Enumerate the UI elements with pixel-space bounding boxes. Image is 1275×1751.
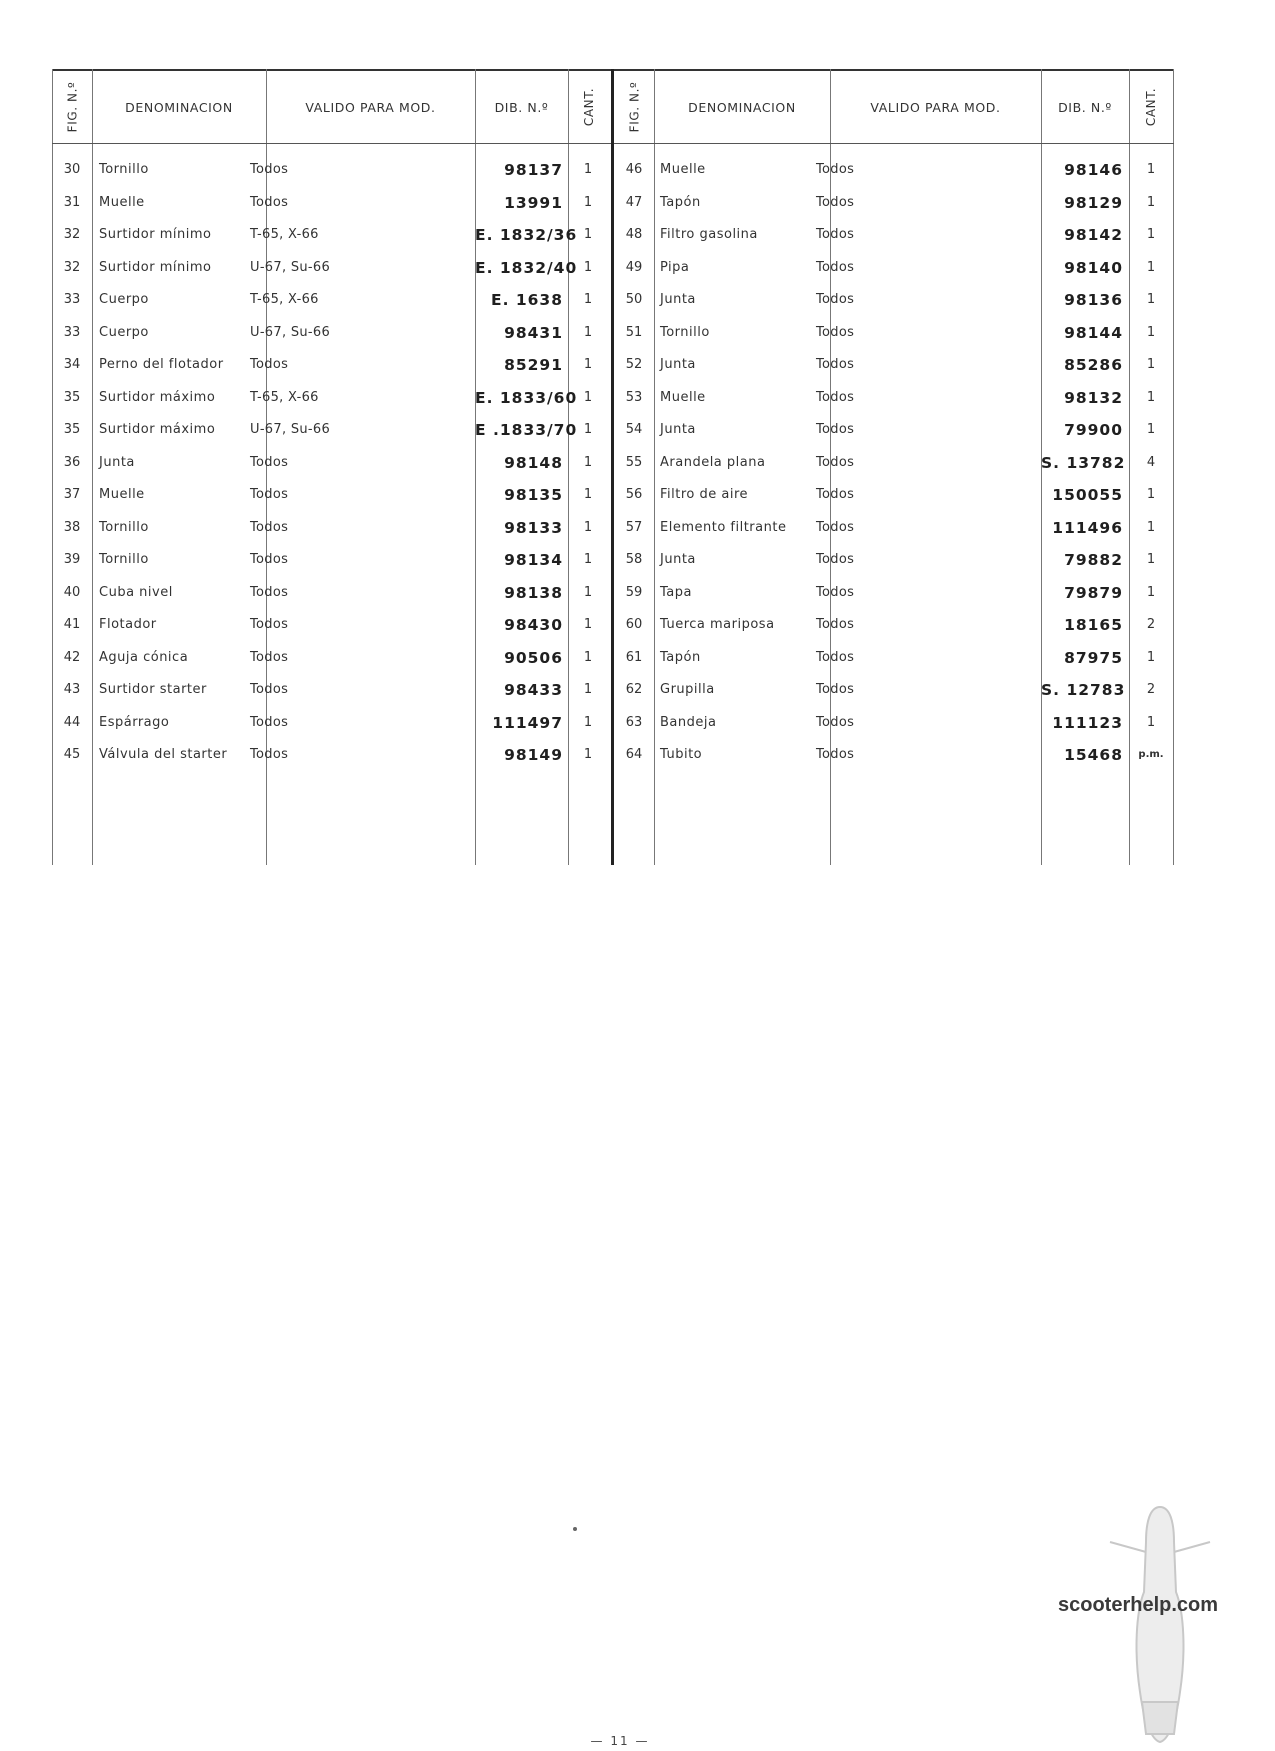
cell-dib: 98132 xyxy=(1064,388,1123,407)
cell-mod: Todos xyxy=(250,194,289,210)
cell-mod: Todos xyxy=(816,259,855,275)
cell-mod: Todos xyxy=(816,422,855,437)
scooter-logo-watermark xyxy=(1100,1502,1220,1747)
cell-dib: E. 1638 xyxy=(490,291,563,309)
cell-dib: 98140 xyxy=(1064,258,1123,277)
cell-cant: 1 xyxy=(1146,552,1156,567)
table-row xyxy=(614,350,1174,380)
cell-den: Surtidor máximo xyxy=(99,422,216,437)
header-valido: VALIDO PARA MOD. xyxy=(870,99,1001,115)
cell-cant: 1 xyxy=(1146,487,1156,502)
cell-dib: 90506 xyxy=(504,648,563,667)
table-row xyxy=(614,643,1174,673)
cell-den: Filtro gasolina xyxy=(660,227,758,242)
cell-mod: Todos xyxy=(816,617,855,632)
cell-fig: 35 xyxy=(63,389,81,405)
header-dib: DIB. N.º xyxy=(494,99,549,115)
cell-mod: Todos xyxy=(816,194,855,210)
table-row xyxy=(52,188,611,218)
cell-mod: Todos xyxy=(816,747,855,762)
cell-mod: Todos xyxy=(250,162,289,177)
cell-mod: Todos xyxy=(250,714,289,730)
cell-cant: 1 xyxy=(1146,162,1156,177)
cell-mod: Todos xyxy=(816,552,855,567)
cell-den: Elemento filtrante xyxy=(660,519,787,535)
table-row xyxy=(614,220,1174,250)
table-row xyxy=(614,480,1174,510)
cell-fig: 37 xyxy=(63,487,81,502)
cell-den: Muelle xyxy=(660,162,706,177)
cell-mod: Todos xyxy=(250,519,289,535)
cell-fig: 58 xyxy=(625,552,643,567)
cell-fig: 39 xyxy=(63,552,81,567)
cell-den: Aguja cónica xyxy=(99,649,189,665)
cell-fig: 52 xyxy=(625,357,643,372)
cell-fig: 63 xyxy=(625,714,643,730)
cell-cant: p.m. xyxy=(1138,749,1164,760)
cell-fig: 44 xyxy=(63,714,81,730)
cell-fig: 42 xyxy=(63,649,81,665)
cell-mod: Todos xyxy=(250,682,289,697)
header-cant: CANT. xyxy=(582,87,597,127)
table-row xyxy=(52,415,611,445)
cell-dib: 98134 xyxy=(504,551,563,569)
table-row xyxy=(52,155,611,185)
cell-cant: 1 xyxy=(583,227,593,242)
cell-dib: 98149 xyxy=(504,746,563,764)
cell-fig: 51 xyxy=(625,324,643,340)
cell-dib: 98146 xyxy=(1064,161,1123,179)
table-row xyxy=(52,675,611,705)
cell-fig: 50 xyxy=(625,292,643,307)
cell-mod: Todos xyxy=(816,324,855,340)
header-denominacion: DENOMINACION xyxy=(688,99,796,115)
cell-dib: 98138 xyxy=(504,583,563,602)
cell-cant: 1 xyxy=(583,584,593,600)
header-denominacion: DENOMINACION xyxy=(125,99,233,115)
cell-den: Cuerpo xyxy=(99,324,149,340)
table-row xyxy=(52,350,611,380)
header-fig: FIG. N.º xyxy=(65,81,79,133)
table-row xyxy=(614,578,1174,608)
table-row xyxy=(614,318,1174,348)
cell-cant: 2 xyxy=(1146,682,1156,697)
cell-cant: 2 xyxy=(1146,617,1156,632)
cell-den: Muelle xyxy=(660,389,706,405)
cell-cant: 1 xyxy=(583,747,593,762)
table-row xyxy=(52,578,611,608)
cell-dib: 111497 xyxy=(492,713,563,732)
page-number: — 11 — xyxy=(590,1734,650,1748)
cell-dib: 85291 xyxy=(504,356,563,374)
cell-cant: 1 xyxy=(583,357,593,372)
cell-mod: Todos xyxy=(816,714,855,730)
cell-fig: 33 xyxy=(63,292,81,307)
table-row xyxy=(52,708,611,738)
cell-den: Filtro de aire xyxy=(660,487,749,502)
cell-mod: T-65, X-66 xyxy=(250,227,319,242)
cell-cant: 1 xyxy=(583,292,593,307)
table-row xyxy=(614,513,1174,543)
header-bottom-border xyxy=(614,143,1174,144)
cell-mod: Todos xyxy=(816,487,855,502)
cell-fig: 41 xyxy=(63,617,81,632)
cell-fig: 61 xyxy=(625,649,643,665)
cell-den: Tapón xyxy=(660,649,701,665)
table-row xyxy=(52,643,611,673)
cell-fig: 31 xyxy=(63,194,81,210)
table-row xyxy=(52,253,611,283)
cell-fig: 38 xyxy=(63,519,81,535)
cell-fig: 62 xyxy=(625,682,643,697)
cell-den: Junta xyxy=(660,292,696,307)
cell-den: Muelle xyxy=(99,487,145,502)
cell-mod: Todos xyxy=(250,357,289,372)
cell-mod: Todos xyxy=(250,552,289,567)
cell-den: Válvula del starter xyxy=(99,747,228,762)
cell-mod: Todos xyxy=(816,162,855,177)
cell-mod: Todos xyxy=(816,584,855,600)
cell-den: Cuba nivel xyxy=(99,584,173,600)
cell-fig: 47 xyxy=(625,194,643,210)
table-row xyxy=(52,318,611,348)
table-row xyxy=(614,285,1174,315)
cell-dib: E. 1832/40 xyxy=(475,258,578,277)
table-row xyxy=(52,220,611,250)
cell-dib: 98136 xyxy=(1064,291,1123,309)
table-row xyxy=(52,545,611,575)
cell-mod: Todos xyxy=(816,292,855,307)
header-valido: VALIDO PARA MOD. xyxy=(305,99,436,115)
cell-dib: 150055 xyxy=(1052,486,1123,504)
cell-mod: Todos xyxy=(250,487,289,502)
cell-cant: 1 xyxy=(1146,194,1156,210)
cell-den: Tuerca mariposa xyxy=(660,617,775,632)
cell-fig: 32 xyxy=(63,259,81,275)
cell-den: Surtidor mínimo xyxy=(99,227,212,242)
table-row xyxy=(614,675,1174,705)
watermark-text: scooterhelp.com xyxy=(1058,1594,1219,1616)
cell-mod: Todos xyxy=(250,454,289,470)
cell-dib: 111123 xyxy=(1052,713,1123,732)
cell-cant: 1 xyxy=(1146,519,1156,535)
cell-den: Tornillo xyxy=(99,552,149,567)
table-row xyxy=(614,448,1174,478)
cell-den: Tubito xyxy=(660,747,703,762)
table-row xyxy=(614,708,1174,738)
cell-dib: 79882 xyxy=(1064,551,1123,569)
cell-fig: 34 xyxy=(63,357,81,372)
cell-mod: T-65, X-66 xyxy=(250,389,319,405)
print-speck xyxy=(573,1527,577,1531)
cell-cant: 1 xyxy=(1146,292,1156,307)
header-fig: FIG. N.º xyxy=(627,81,641,133)
cell-den: Surtidor máximo xyxy=(99,389,216,405)
cell-fig: 55 xyxy=(625,454,643,470)
cell-dib: S. 13782 xyxy=(1041,453,1126,472)
cell-den: Grupilla xyxy=(660,682,715,697)
table-row xyxy=(614,383,1174,413)
cell-fig: 32 xyxy=(63,227,81,242)
cell-cant: 1 xyxy=(583,617,593,632)
cell-mod: Todos xyxy=(250,584,289,600)
cell-cant: 4 xyxy=(1146,454,1156,470)
cell-dib: S. 12783 xyxy=(1041,681,1126,699)
cell-cant: 1 xyxy=(583,422,593,437)
cell-den: Tornillo xyxy=(660,324,710,340)
table-right-half xyxy=(614,69,1174,865)
parts-list-table xyxy=(52,69,1174,865)
cell-den: Muelle xyxy=(99,194,145,210)
cell-den: Junta xyxy=(99,454,135,470)
cell-dib: 87975 xyxy=(1064,648,1123,667)
table-row xyxy=(614,740,1174,770)
cell-den: Perno del flotador xyxy=(99,357,224,372)
cell-cant: 1 xyxy=(583,259,593,275)
cell-mod: Todos xyxy=(816,357,855,372)
cell-mod: Todos xyxy=(816,454,855,470)
cell-den: Junta xyxy=(660,357,696,372)
cell-den: Tapón xyxy=(660,194,701,210)
table-row xyxy=(614,610,1174,640)
cell-dib: 79900 xyxy=(1064,421,1123,439)
table-row xyxy=(52,383,611,413)
header-cant: CANT. xyxy=(1143,87,1158,127)
cell-fig: 30 xyxy=(63,162,81,177)
cell-den: Junta xyxy=(660,422,696,437)
cell-fig: 64 xyxy=(625,747,643,762)
cell-cant: 1 xyxy=(583,487,593,502)
cell-fig: 35 xyxy=(63,422,81,437)
cell-cant: 1 xyxy=(583,682,593,697)
table-row xyxy=(52,610,611,640)
cell-fig: 59 xyxy=(625,584,643,600)
table-row xyxy=(52,513,611,543)
cell-dib: 98148 xyxy=(504,453,563,472)
cell-den: Junta xyxy=(660,552,696,567)
table-row xyxy=(614,188,1174,218)
cell-dib: 98430 xyxy=(504,616,563,634)
cell-dib: 98137 xyxy=(504,161,563,179)
cell-cant: 1 xyxy=(583,649,593,665)
cell-cant: 1 xyxy=(583,162,593,177)
cell-mod: T-65, X-66 xyxy=(250,292,319,307)
cell-mod: U-67, Su-66 xyxy=(250,422,331,437)
cell-den: Cuerpo xyxy=(99,292,149,307)
cell-dib: 79879 xyxy=(1064,583,1123,602)
cell-fig: 53 xyxy=(625,389,643,405)
cell-fig: 56 xyxy=(625,487,643,502)
cell-den: Tornillo xyxy=(99,519,149,535)
cell-fig: 48 xyxy=(625,227,643,242)
cell-mod: U-67, Su-66 xyxy=(250,259,331,275)
cell-fig: 45 xyxy=(63,747,81,762)
cell-cant: 1 xyxy=(1146,259,1156,275)
cell-cant: 1 xyxy=(1146,357,1156,372)
cell-dib: 98129 xyxy=(1064,193,1123,212)
cell-den: Espárrago xyxy=(99,714,170,730)
cell-dib: 98142 xyxy=(1064,226,1123,244)
cell-fig: 49 xyxy=(625,259,643,275)
cell-mod: Todos xyxy=(816,389,855,405)
cell-cant: 1 xyxy=(583,324,593,340)
cell-mod: Todos xyxy=(816,519,855,535)
cell-den: Pipa xyxy=(660,259,690,275)
cell-mod: Todos xyxy=(250,747,289,762)
cell-cant: 1 xyxy=(583,714,593,730)
cell-fig: 43 xyxy=(63,682,81,697)
cell-mod: Todos xyxy=(816,649,855,665)
cell-cant: 1 xyxy=(1146,324,1156,340)
cell-dib: 85286 xyxy=(1064,356,1123,374)
header-bottom-border xyxy=(52,143,611,144)
cell-fig: 57 xyxy=(625,519,643,535)
cell-dib: 13991 xyxy=(504,193,563,212)
table-row xyxy=(614,253,1174,283)
cell-den: Bandeja xyxy=(660,714,717,730)
cell-dib: 111496 xyxy=(1052,518,1123,537)
cell-den: Arandela plana xyxy=(660,454,766,470)
cell-cant: 1 xyxy=(1146,584,1156,600)
table-row xyxy=(614,155,1174,185)
cell-fig: 46 xyxy=(625,162,643,177)
cell-dib: E .1833/70 xyxy=(475,421,578,439)
cell-dib: 98431 xyxy=(504,323,563,342)
cell-dib: 18165 xyxy=(1064,616,1123,634)
cell-mod: Todos xyxy=(816,682,855,697)
cell-den: Surtidor starter xyxy=(99,682,207,697)
table-row xyxy=(52,448,611,478)
cell-dib: 98133 xyxy=(504,518,563,537)
cell-mod: U-67, Su-66 xyxy=(250,324,331,340)
cell-cant: 1 xyxy=(583,519,593,535)
table-row xyxy=(52,480,611,510)
cell-mod: Todos xyxy=(816,227,855,242)
cell-dib: E. 1833/60 xyxy=(475,388,578,407)
cell-cant: 1 xyxy=(583,389,593,405)
cell-cant: 1 xyxy=(583,194,593,210)
cell-dib: 15468 xyxy=(1064,746,1123,764)
cell-den: Flotador xyxy=(99,617,157,632)
cell-cant: 1 xyxy=(1146,227,1156,242)
cell-cant: 1 xyxy=(583,552,593,567)
table-row xyxy=(614,545,1174,575)
cell-dib: E. 1832/36 xyxy=(475,226,578,244)
cell-fig: 54 xyxy=(625,422,643,437)
header-dib: DIB. N.º xyxy=(1058,99,1112,115)
table-row xyxy=(52,285,611,315)
cell-cant: 1 xyxy=(1146,422,1156,437)
cell-fig: 36 xyxy=(63,454,81,470)
cell-fig: 33 xyxy=(63,324,81,340)
cell-cant: 1 xyxy=(1146,714,1156,730)
table-left-half xyxy=(52,69,614,865)
cell-fig: 40 xyxy=(63,584,81,600)
cell-dib: 98144 xyxy=(1064,323,1123,342)
cell-den: Surtidor mínimo xyxy=(99,259,212,275)
cell-dib: 98135 xyxy=(504,486,563,504)
cell-cant: 1 xyxy=(1146,649,1156,665)
cell-den: Tapa xyxy=(660,584,692,600)
table-row xyxy=(614,415,1174,445)
cell-den: Tornillo xyxy=(99,162,149,177)
cell-cant: 1 xyxy=(583,454,593,470)
cell-dib: 98433 xyxy=(504,681,563,699)
cell-mod: Todos xyxy=(250,649,289,665)
cell-mod: Todos xyxy=(250,617,289,632)
cell-cant: 1 xyxy=(1146,389,1156,405)
table-row xyxy=(52,740,611,770)
cell-fig: 60 xyxy=(625,617,643,632)
